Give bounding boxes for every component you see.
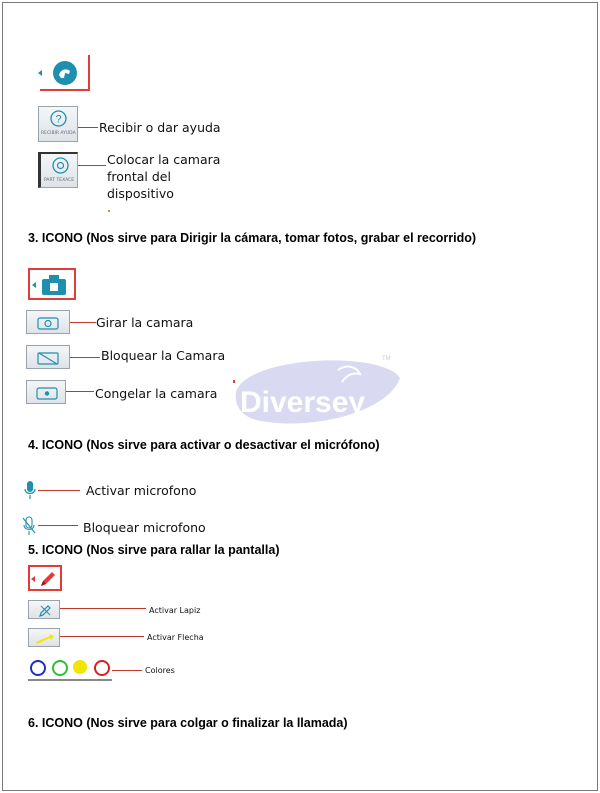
label-rotate-camera: Girar la camara [96,315,194,330]
connector-line [60,608,146,609]
yellow-arrow-icon [35,633,55,644]
label-front-camera-line-2: frontal del [107,169,171,184]
draw-main-icon-box [28,565,62,591]
microphone-icon[interactable] [24,480,36,500]
front-camera-button[interactable] [38,152,78,188]
watermark-text: Diversey [240,386,366,419]
section-6-heading: 6. ICONO (Nos sirve para colgar o finalizar la llamada) [28,716,348,730]
question-icon [50,110,67,127]
connector-line [70,322,96,323]
rotate-camera-button[interactable] [26,310,70,334]
arrow-button[interactable] [28,628,60,647]
color-swatch-blue[interactable] [30,660,46,676]
front-camera-button-caption: PART TEXACE [44,178,75,183]
label-block-camera: Bloquear la Camara [101,348,226,363]
arrow-left-icon [32,282,36,288]
label-front-camera-line-1: Colocar la camara [107,152,221,167]
pencil-outline-icon [38,603,53,618]
connector-line [112,670,142,671]
hand-icon [52,60,78,86]
color-swatch-red[interactable] [94,660,110,676]
connector-line [70,357,100,358]
front-camera-icon [52,157,69,174]
camera-icon [41,274,67,296]
watermark-tm: TM [382,356,391,362]
label-front-camera-line-3: dispositivo [107,186,174,201]
label-colors: Colores [145,666,175,675]
freeze-camera-button[interactable] [26,380,66,404]
arrow-left-icon [31,576,35,582]
microphone-off-icon[interactable] [22,516,36,536]
section-4-heading: 4. ICONO (Nos sirve para activar o desactivar el micrófono) [28,438,380,452]
connector-line [60,636,144,637]
color-swatch-yellow[interactable] [73,660,87,674]
help-button-caption: RECIBIR AYUDA [41,131,76,136]
pencil-button[interactable] [28,600,60,619]
arrow-left-icon [38,70,42,76]
diversey-watermark-logo [232,350,402,432]
connector-line [38,525,78,526]
color-swatch-green[interactable] [52,660,68,676]
connector-line [78,165,106,166]
label-activate-microphone: Activar microfono [86,483,197,498]
connector-line [66,391,94,392]
connector-line [38,490,80,491]
help-button[interactable] [38,106,78,142]
orange-dot [108,210,110,212]
label-freeze-camera: Congelar la camara [95,386,218,401]
camera-main-icon-box [28,268,76,300]
section-3-heading: 3. ICONO (Nos sirve para Dirigir la cámara, tomar fotos, grabar el recorrido) [28,231,477,245]
color-palette [28,657,112,681]
camera-off-icon [37,350,59,365]
label-block-microphone: Bloquear microfono [83,520,206,535]
label-activate-arrow: Activar Flecha [147,633,204,642]
label-activate-pencil: Activar Lapiz [149,606,201,615]
help-main-icon-box [40,55,90,91]
label-help: Recibir o dar ayuda [99,120,221,135]
section-5-heading: 5. ICONO (Nos sirve para rallar la pantalla) [28,543,280,557]
block-camera-button[interactable] [26,345,70,369]
pencil-icon [38,569,58,589]
svg-text:?: ? [55,113,62,126]
rotate-camera-icon [37,315,59,330]
freeze-camera-icon [36,385,58,400]
connector-line [78,127,98,128]
